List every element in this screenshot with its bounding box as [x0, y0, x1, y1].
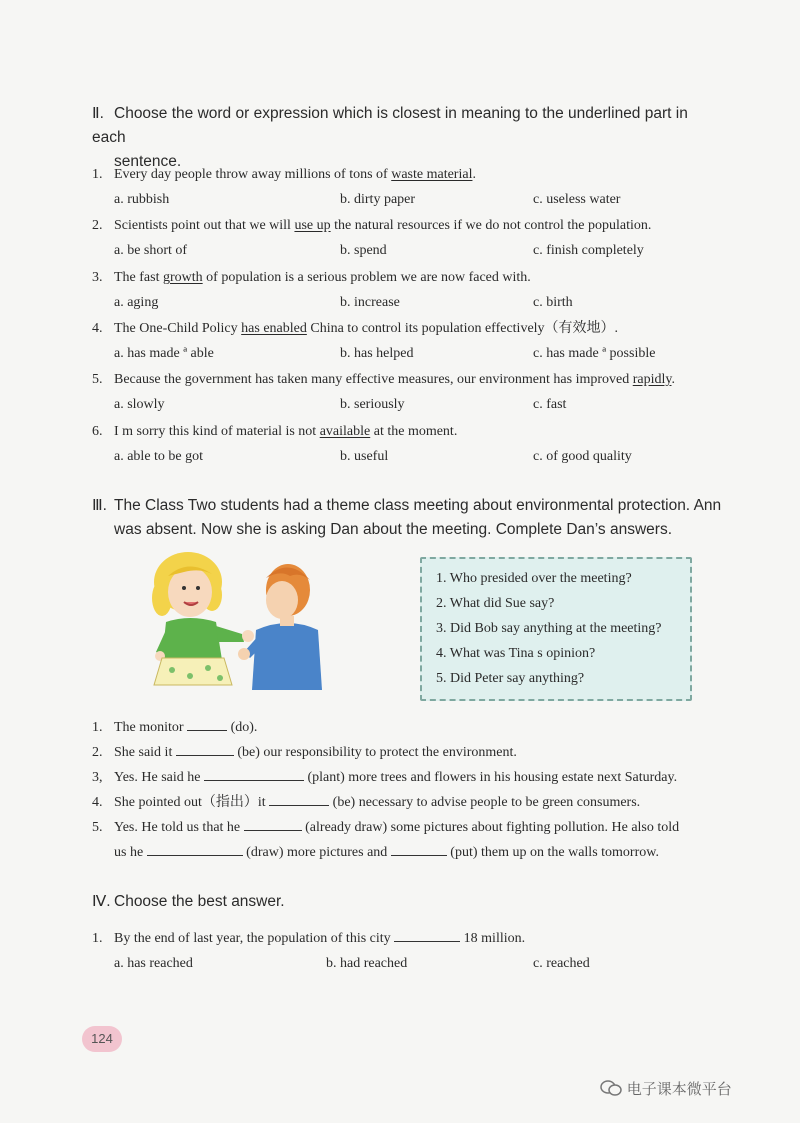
- option-b[interactable]: b. spend: [340, 243, 387, 258]
- option-b[interactable]: b. increase: [340, 295, 400, 310]
- box-question: 3. Did Bob say anything at the meeting?: [436, 621, 662, 636]
- option-c[interactable]: c. reached: [533, 956, 590, 971]
- option-a[interactable]: a. rubbish: [114, 192, 170, 207]
- page-number: 124: [82, 1026, 122, 1052]
- box-question: 4. What was Tina s opinion?: [436, 646, 596, 661]
- answer-blank[interactable]: [204, 768, 304, 781]
- option-b[interactable]: b. seriously: [340, 397, 405, 412]
- option-a[interactable]: a. able to be got: [114, 449, 204, 464]
- answer-2: 2. She said it (be) our responsibility to protect the environment.: [92, 745, 517, 760]
- answer-blank[interactable]: [147, 843, 243, 856]
- underlined-phrase: growth: [162, 270, 203, 285]
- watermark: 电子课本微平台: [600, 1078, 732, 1099]
- question-item: 1. Every day people throw away millions of tons of waste material.: [92, 167, 476, 182]
- option-a[interactable]: a. aging: [114, 295, 159, 310]
- answer-4: 4. She pointed out（指出）it (be) necessary to advise people to be green consumers.: [92, 795, 641, 810]
- question-box: [420, 557, 692, 701]
- section-3-heading: Ⅲ. The Class Two students had a theme class meeting about environmental protection. Ann was absent. Now she is asking Dan about the meeting. Complete Dan’s answers.: [92, 494, 722, 542]
- option-a[interactable]: a. slowly: [114, 397, 165, 412]
- answer-blank[interactable]: [394, 929, 460, 942]
- answer-3: 3, Yes. He said he (plant) more trees and flowers in his housing estate next Saturday.: [92, 770, 678, 785]
- option-a[interactable]: a. be short of: [114, 243, 188, 258]
- answer-blank[interactable]: [176, 743, 234, 756]
- question-item: 1. By the end of last year, the population of this city 18 million.: [92, 931, 526, 946]
- underlined-phrase: waste material: [391, 167, 473, 182]
- question-item: 3. The fast growth of population is a serious problem we are now faced with.: [92, 270, 531, 285]
- option-b[interactable]: b. useful: [340, 449, 389, 464]
- answer-5: 5. Yes. He told us that he (already draw) some pictures about fighting pollution. He also told: [92, 820, 680, 835]
- underlined-phrase: has enabled: [241, 321, 307, 336]
- answer-blank[interactable]: [269, 793, 329, 806]
- option-a[interactable]: a. has made ª able: [114, 346, 214, 361]
- option-c[interactable]: c. useless water: [533, 192, 621, 207]
- answer-blank[interactable]: [187, 718, 227, 731]
- question-item: 2. Scientists point out that we will use up the natural resources if we do not control the population.: [92, 218, 652, 233]
- option-c[interactable]: c. birth: [533, 295, 573, 310]
- section-numeral: Ⅲ.: [92, 497, 107, 514]
- section-numeral: Ⅱ.: [92, 105, 104, 122]
- illustration-ann-and-dan: [140, 550, 330, 700]
- option-a[interactable]: a. has reached: [114, 956, 193, 971]
- option-c[interactable]: c. of good quality: [533, 449, 632, 464]
- option-c[interactable]: c. fast: [533, 397, 567, 412]
- underlined-phrase: rapidly: [632, 372, 672, 387]
- question-item: 4. The One-Child Policy has enabled China to control its population effectively（有效地）.: [92, 321, 619, 336]
- box-question: 1. Who presided over the meeting?: [436, 571, 632, 586]
- question-item: 6. I m sorry this kind of material is not available at the moment.: [92, 424, 458, 439]
- section-4-heading: Ⅳ. Choose the best answer.: [92, 890, 285, 914]
- underlined-phrase: use up: [294, 218, 331, 233]
- wechat-icon: [600, 1079, 622, 1097]
- box-question: 2. What did Sue say?: [436, 596, 555, 611]
- answer-blank[interactable]: [391, 843, 447, 856]
- section-2-heading: Ⅱ. Choose the word or expression which is closest in meaning to the underlined part in each sentence.: [92, 102, 722, 174]
- answer-5-line-2: us he (draw) more pictures and (put) them up on the walls tomorrow.: [114, 845, 659, 860]
- option-b[interactable]: b. dirty paper: [340, 192, 416, 207]
- box-question: 5. Did Peter say anything?: [436, 671, 585, 686]
- answer-1: 1. The monitor (do).: [92, 720, 258, 735]
- option-b[interactable]: b. had reached: [326, 956, 408, 971]
- question-item: 5. Because the government has taken many effective measures, our environment has improved rapidly.: [92, 372, 675, 387]
- answer-blank[interactable]: [244, 818, 302, 831]
- option-c[interactable]: c. has made ª possible: [533, 346, 656, 361]
- option-c[interactable]: c. finish completely: [533, 243, 644, 258]
- underlined-phrase: available: [319, 424, 371, 439]
- section-numeral: Ⅳ.: [92, 893, 111, 910]
- option-b[interactable]: b. has helped: [340, 346, 414, 361]
